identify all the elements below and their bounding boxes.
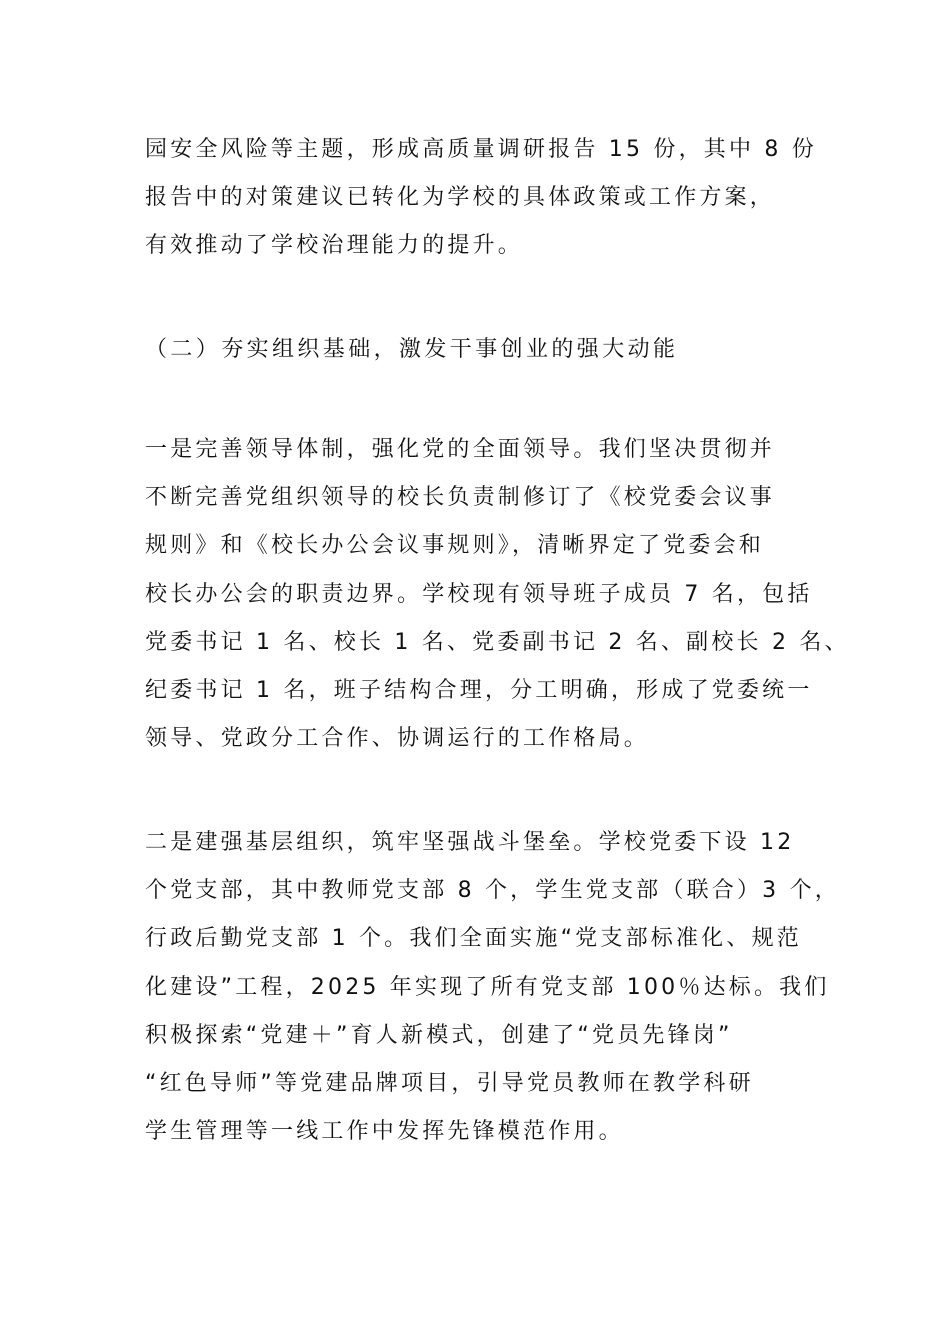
paragraph-3-line-7: 学生管理等一线工作中发挥先锋模范作用。 [145,1119,624,1144]
paragraph-1-line-2: 报告中的对策建议已转化为学校的具体政策或工作方案， [145,185,776,210]
section-heading: （二）夯实组织基础，激发干事创业的强大动能 [145,337,679,362]
paragraph-2-line-3: 规则》和《校长办公会议事规则》，清晰界定了党委会和 [145,533,765,558]
paragraph-2-line-6: 纪委书记 1 名，班子结构合理，分工明确，形成了党委统一 [145,678,813,703]
paragraph-2-line-7: 领导、党政分工合作、协调运行的工作格局。 [145,726,650,751]
paragraph-3-line-5: 积极探索“党建＋”育人新模式，创建了“党员先锋岗” [145,1023,733,1048]
paragraph-2-line-4: 校长办公会的职责边界。学校现有领导班子成员 7 名，包括 [145,582,813,607]
paragraph-3-line-2: 个党支部，其中教师党支部 8 个，学生党支部（联合）3 个， [145,878,840,903]
paragraph-2-line-5: 党委书记 1 名、校长 1 名、党委副书记 2 名、副校长 2 名、 [145,630,850,655]
paragraph-1-line-1: 园安全风险等主题，形成高质量调研报告 15 份，其中 8 份 [145,137,817,162]
paragraph-2-line-2: 不断完善党组织领导的校长负责制修订了《校党委会议事 [145,485,776,510]
paragraph-2-line-1: 一是完善领导体制，强化党的全面领导。我们坚决贯彻并 [145,437,776,462]
paragraph-3-line-3: 行政后勤党支部 1 个。我们全面实施“党支部标准化、规范 [145,926,802,951]
paragraph-1-line-3: 有效推动了学校治理能力的提升。 [145,233,524,258]
paragraph-3-line-6: “红色导师”等党建品牌项目，引导党员教师在教学科研 [145,1071,754,1096]
paragraph-3-line-4: 化建设”工程，2025 年实现了所有党支部 100％达标。我们 [145,975,830,1000]
paragraph-3-line-1: 二是建强基层组织，筑牢坚强战斗堡垒。学校党委下设 12 [145,830,795,855]
